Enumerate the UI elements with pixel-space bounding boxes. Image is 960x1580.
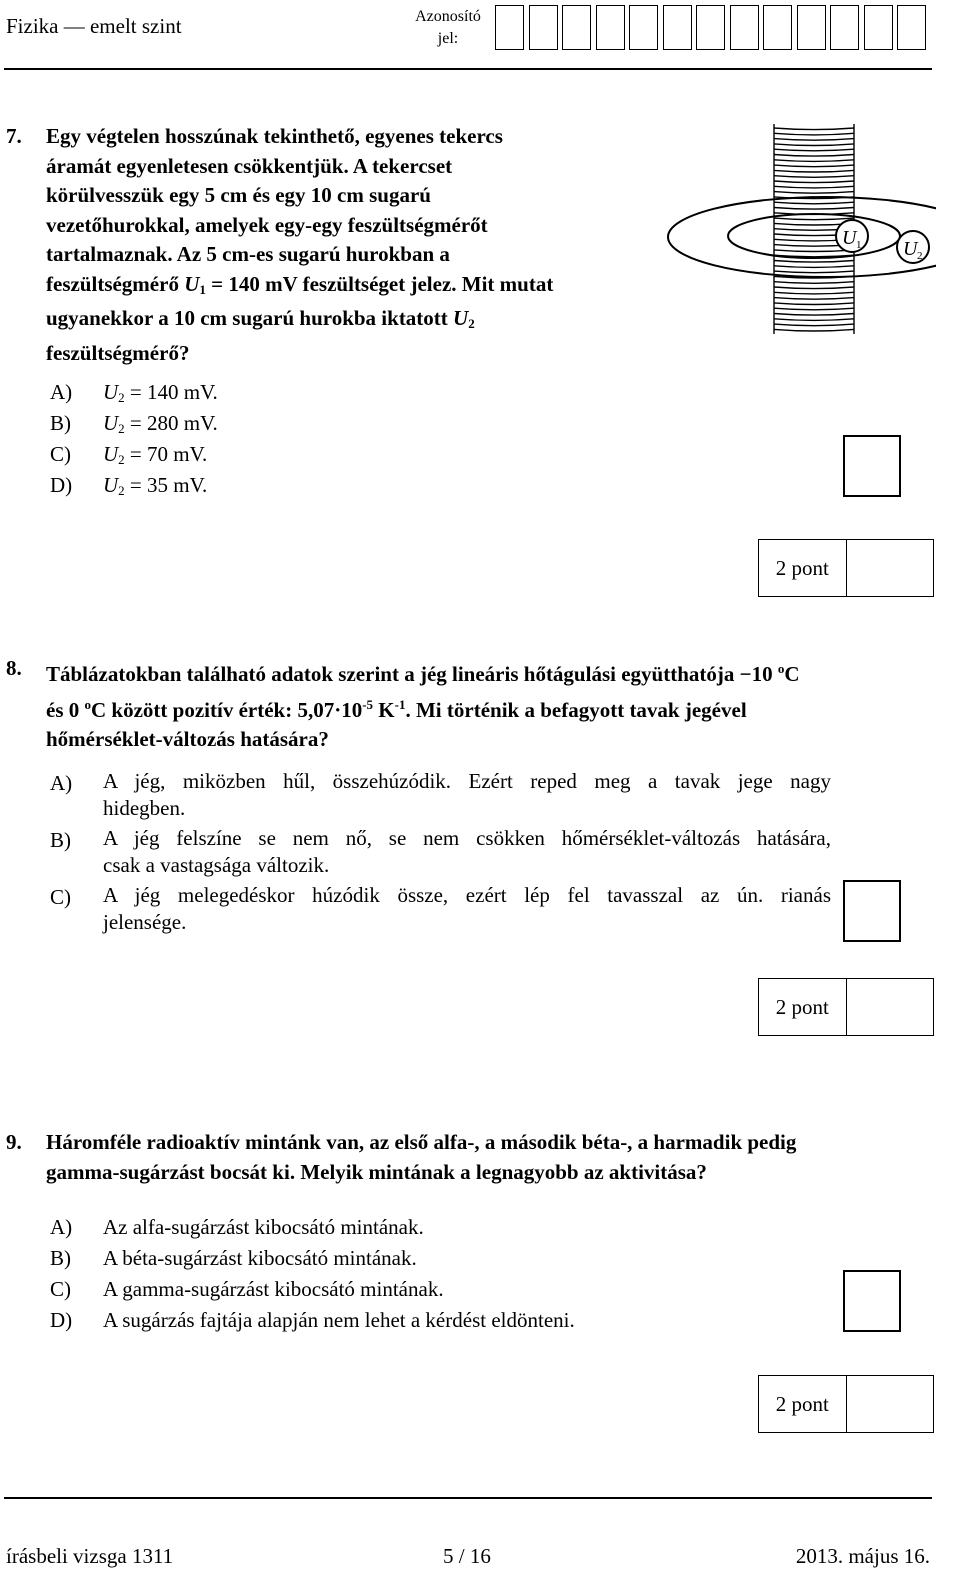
coil-winding [774, 170, 854, 172]
header-rule [4, 68, 932, 70]
svg-text:U: U [842, 227, 857, 249]
option-9-c: C) A gamma-sugárzást kibocsátó mintának. [50, 1277, 444, 1301]
id-code-box[interactable] [596, 5, 625, 50]
coil-winding [774, 186, 854, 188]
header-subject: Fizika — emelt szint [6, 14, 182, 38]
answer-box-9[interactable] [843, 1270, 901, 1332]
option-9-b: B) A béta-sugárzást kibocsátó mintának. [50, 1246, 417, 1270]
coil-winding [774, 282, 854, 284]
svg-text:1: 1 [856, 239, 862, 251]
coil-winding [774, 308, 854, 310]
coil-winding [774, 133, 854, 135]
coil-winding [774, 292, 854, 294]
option-9-d: D) A sugárzás fajtája alapján nem lehet a kérdést eldönteni. [50, 1308, 575, 1332]
coil-winding [774, 202, 854, 204]
points-box-8: 2 pont [758, 978, 934, 1036]
answer-box-7[interactable] [843, 435, 901, 497]
voltmeter-u2 [897, 231, 929, 263]
coil-winding [774, 250, 854, 252]
points-box-7: 2 pont [758, 539, 934, 597]
id-code-box[interactable] [529, 5, 558, 50]
coil-winding [774, 303, 854, 305]
footer-date: 2013. május 16. [795, 1544, 930, 1568]
option-7-d: D) $U_2 = 35$ mV. [50, 473, 208, 498]
coil-winding [774, 181, 854, 183]
question-7-number: 7. [6, 124, 22, 148]
id-code-box[interactable] [864, 5, 893, 50]
id-code-box[interactable] [663, 5, 692, 50]
coil-winding [774, 192, 854, 194]
svg-text:U: U [903, 238, 918, 260]
option-7-a: A) $U_2 = 140$ mV. [50, 380, 218, 405]
coil-winding [774, 298, 854, 300]
footer-page-number: 5 / 16 [443, 1544, 491, 1568]
id-code-box[interactable] [629, 5, 658, 50]
coil-winding [774, 144, 854, 146]
coil-winding [774, 261, 854, 263]
id-code-box[interactable] [562, 5, 591, 50]
coil-winding [774, 255, 854, 257]
option-9-a: A) Az alfa-sugárzást kibocsátó mintának. [50, 1215, 424, 1239]
footer-exam-code: írásbeli vizsga 1311 [6, 1544, 174, 1568]
coil-winding [774, 160, 854, 162]
coil-winding [774, 324, 854, 326]
id-code-box[interactable] [763, 5, 792, 50]
id-label: Azonosító jel: [415, 8, 481, 47]
id-code-box[interactable] [495, 5, 524, 50]
answer-box-8[interactable] [843, 880, 901, 942]
solenoid-figure [656, 122, 936, 337]
id-code-box[interactable] [730, 5, 759, 50]
coil-winding [774, 149, 854, 151]
coil-winding [774, 208, 854, 210]
id-code-box[interactable] [897, 5, 926, 50]
coil-winding [774, 139, 854, 141]
question-9-text: Háromféle radioaktív mintánk van, az első alfa-, a második béta-, a harmadik pedig gamma-sugárzást bocsát ki. Melyik mintának a legnagyobb az aktivitása? [46, 1130, 797, 1184]
svg-text:2: 2 [917, 250, 923, 262]
option-7-c: C) $U_2 = 70$ mV. [50, 442, 208, 467]
question-9-number: 9. [6, 1130, 22, 1154]
question-8-text: Táblázatokban található adatok szerint a jég lineáris hőtágulási együtthatója −10 $^o$C és 0 $^o$C között pozitív érték: $5,07\cdot 10^{-5}$ $K^{-1}$. Mi történik a befagyott tavak jegével hőmérséklet-változás hatására? [46, 661, 800, 751]
question-7-text: Egy végtelen hosszúnak tekinthető, egyenes tekercs áramát egyenletesen csökkentjük. A tekercset körülvesszük egy 5 cm és egy 10 cm sugarú vezetőhurokkal, amelyek egy-egy feszültségmérőt tartalmaznak. Az 5 cm-es sugarú hurokban a feszültségmérő $U_1 = 140$ mV feszültséget jelez. Mit mutat ugyanekkor a 10 cm sugarú hurokba iktatott $U_2$ feszültségmérő? [46, 124, 554, 365]
coil-winding [774, 128, 854, 130]
id-code-box[interactable] [797, 5, 826, 50]
option-8-c: C) A jég melegedéskor húzódik össze, ezért lép fel tavasszal az ún. rianás jelensége. [50, 883, 831, 934]
question-8-number: 8. [6, 656, 22, 680]
id-code-box[interactable] [830, 5, 859, 50]
coil-winding [774, 266, 854, 268]
points-score-field-9[interactable] [847, 1376, 934, 1432]
coil-winding [774, 155, 854, 157]
coil-winding [774, 176, 854, 178]
coil-winding [774, 165, 854, 167]
coil-winding [774, 287, 854, 289]
coil-winding [774, 271, 854, 273]
footer-rule [4, 1497, 932, 1499]
coil-winding [774, 314, 854, 316]
coil-winding [774, 319, 854, 321]
option-8-a: A) A jég, miközben hűl, összehúzódik. Ezért reped meg a tavak jege nagy hidegben. [50, 769, 831, 820]
coil-winding [774, 218, 854, 220]
points-score-field-7[interactable] [847, 540, 934, 596]
points-score-field-8[interactable] [847, 979, 934, 1035]
coil-winding [774, 329, 854, 331]
id-code-box[interactable] [696, 5, 725, 50]
option-7-b: B) $U_2 = 280$ mV. [50, 411, 218, 436]
voltmeter-u1 [836, 220, 868, 252]
points-box-9: 2 pont [758, 1375, 934, 1433]
option-8-b: B) A jég felszíne se nem nő, se nem csökken hőmérséklet-változás hatására, csak a vastagsága változik. [50, 826, 831, 877]
